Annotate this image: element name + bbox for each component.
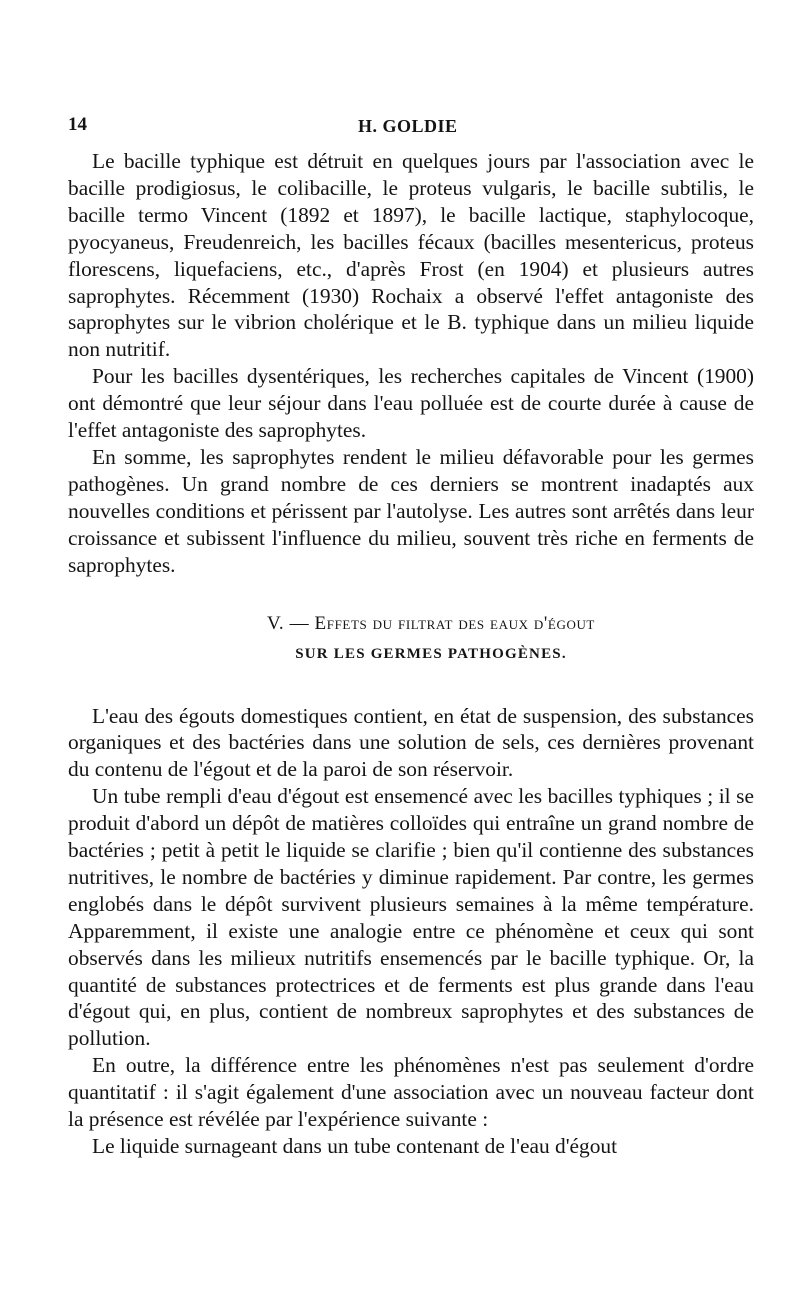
running-head [68, 112, 754, 148]
paragraph: Pour les bacilles dysentériques, les recherches capitales de Vincent (1900) ont démontré que leur séjour dans l'eau polluée est de courte durée à cause de l'effet antagoniste des saprophytes. [68, 364, 754, 443]
paragraph: En somme, les saprophytes rendent le milieu défavorable pour les germes pathogènes. Un grand nombre de ces derniers se montrent inadaptés aux nouvelles conditions et périssent par l'autolyse. Les autres sont arrêtés dans leur croissance et subissent l'influence du milieu, souvent très riche en ferments de saprophytes. [68, 444, 754, 577]
paragraph: L'eau des égouts domestiques contient, en état de suspension, des substances organiques et des bactéries dans une solution de sels, ces dernières provenant du contenu de l'égout et de la paroi de son réservoir. [68, 703, 754, 782]
page-number: 14 [68, 114, 87, 135]
paragraph: En outre, la différence entre les phénomènes n'est pas seulement d'ordre quantitatif : il s'agit également d'une association avec un nouveau facteur dont la présence est révélée par l'expérience suivante : [68, 1053, 754, 1132]
header-title: H. GOLDIE [358, 116, 458, 136]
paragraph: Le liquide surnageant dans un tube contenant de l'eau d'égout [92, 1134, 618, 1158]
paragraph: Le bacille typhique est détruit en quelques jours par l'association avec le bacille prodigiosus, le colibacille, le proteus vulgaris, le bacille subtilis, le bacille termo Vincent (1892 et 1897), le bacille lactique, staphylocoque, pyocyaneus, Freudenreich, les bacilles fécaux (bacilles mesentericus, proteus florescens, liquefaciens, etc., d'après Frost (en 1904) et plusieurs autres saprophytes. Récemment (1930) Rochaix a observé l'effet antagoniste des saprophytes sur le vibrion cholérique et le B. typhique dans un milieu liquide non nutritif. [68, 149, 754, 362]
section-heading [108, 609, 754, 669]
section-heading-line-2: SUR LES GERMES PATHOGÈNES. [295, 645, 567, 662]
paragraph: Un tube rempli d'eau d'égout est ensemencé avec les bacilles typhiques ; il se produit d'abord un dépôt de matières colloïdes qui entraîne un grand nombre de bactéries ; petit à petit le liquide se clarifie ; bien qu'il contienne des substances nutritives, le nombre de bactéries y diminue rapidement. Par contre, les germes englobés dans le dépôt survivent plusieurs semaines à la même température. Apparemment, il existe une analogie entre ce phénomène et ceux qui sont observés dans les milieux nutritifs ensemencés par le bacille typhique. Or, la quantité de substances protectrices et de ferments est plus grande dans l'eau d'égout qui, en plus, contient de nombreux saprophytes et des substances de pollution. [68, 784, 754, 1051]
section-heading-line-1: V. — Effets du filtrat des eaux d'égout [267, 612, 595, 634]
page [68, 112, 754, 1160]
